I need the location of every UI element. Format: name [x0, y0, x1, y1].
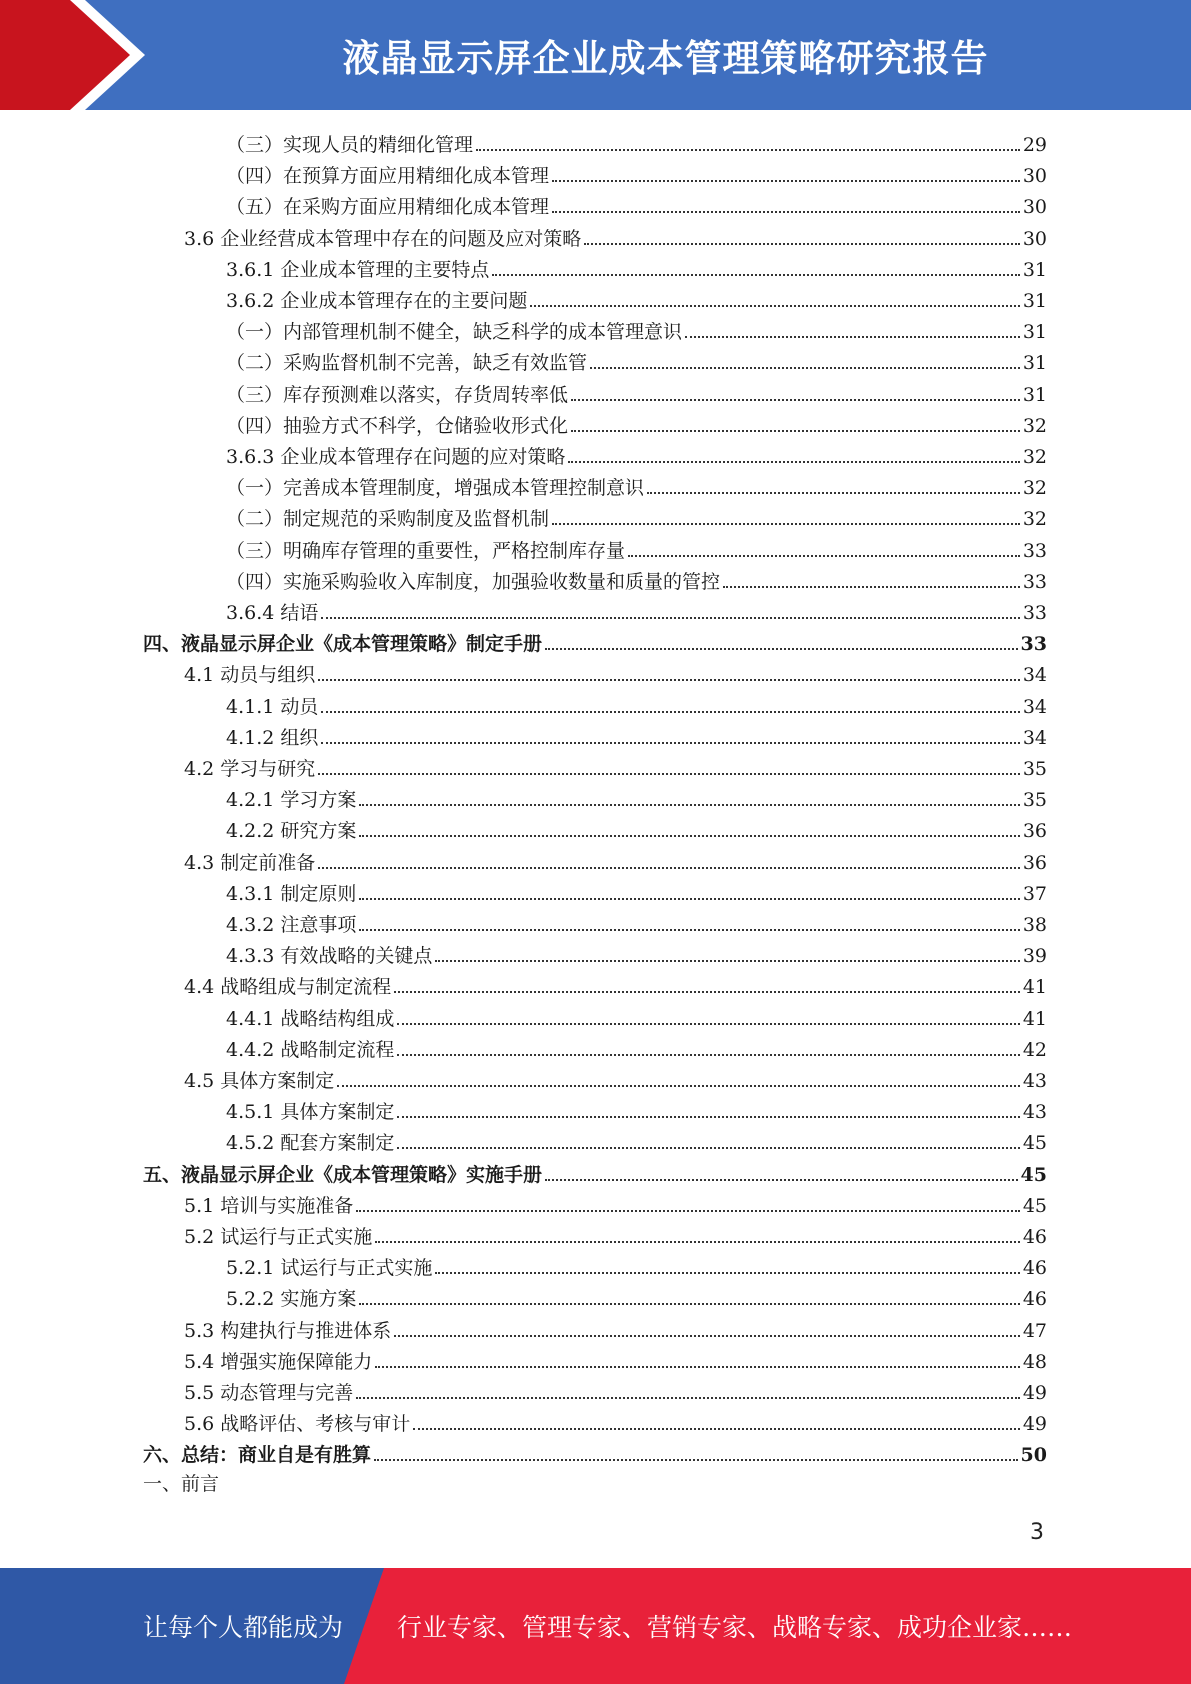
footer-slogan-right: 行业专家、管理专家、营销专家、战略专家、成功企业家……	[397, 1613, 1073, 1642]
toc-entry-title: 4.2.1 学习方案	[226, 789, 357, 812]
toc-dot-leader	[318, 845, 1020, 869]
toc-entry[interactable]	[226, 595, 1047, 626]
toc-entry-title: 3.6.3 企业成本管理存在问题的应对策略	[226, 446, 566, 468]
toc-entry[interactable]	[226, 252, 1047, 283]
toc-entry[interactable]	[226, 314, 1047, 345]
toc-entry[interactable]	[226, 189, 1047, 220]
toc-entry[interactable]	[184, 1063, 1047, 1094]
toc-dot-leader	[359, 813, 1019, 837]
toc-entry[interactable]	[226, 813, 1047, 844]
toc-entry-title: 5.2.2 实施方案	[226, 1288, 357, 1311]
toc-dot-leader	[435, 1250, 1019, 1274]
toc-dot-leader	[552, 189, 1020, 213]
toc-entry-page-number: 50	[1020, 1444, 1047, 1467]
toc-entry[interactable]	[226, 938, 1047, 969]
toc-dot-leader	[435, 938, 1019, 962]
toc-entry-title: 4.3.1 制定原则	[226, 882, 357, 905]
toc-entry[interactable]	[226, 533, 1047, 564]
toc-entry[interactable]	[226, 1001, 1047, 1032]
toc-dot-leader	[397, 1094, 1019, 1118]
toc-dot-leader	[375, 1219, 1020, 1243]
toc-entry-title: 4.3.3 有效战略的关键点	[226, 945, 433, 968]
toc-entry-page-number: 34	[1022, 664, 1047, 687]
toc-entry-page-number: 33	[1022, 539, 1047, 562]
toc-dot-leader	[628, 533, 1020, 557]
toc-entry[interactable]	[184, 969, 1047, 1000]
toc-dot-leader	[321, 720, 1019, 744]
header-arrow-graphic	[0, 0, 180, 110]
toc-dot-leader	[530, 283, 1019, 307]
toc-dot-leader	[723, 564, 1020, 588]
toc-dot-leader	[571, 377, 1020, 401]
toc-entry-page-number: 31	[1022, 383, 1047, 406]
toc-entry[interactable]	[226, 470, 1047, 501]
toc-entry-title: 4.3.2 注意事项	[226, 914, 357, 936]
toc-entry[interactable]	[226, 1032, 1047, 1063]
toc-entry[interactable]	[226, 408, 1047, 439]
toc-dot-leader	[545, 626, 1018, 650]
toc-entry-page-number: 45	[1022, 1194, 1047, 1217]
toc-entry-page-number: 32	[1022, 508, 1047, 531]
toc-entry-title: 4.4.1 战略结构组成	[226, 1007, 395, 1030]
toc-entry-title: 五、液晶显示屏企业《成本管理策略》实施手册	[143, 1163, 543, 1186]
toc-entry-title: 4.2.2 研究方案	[226, 820, 357, 843]
toc-entry-page-number: 35	[1022, 758, 1047, 780]
toc-entry-title: 4.5.1 具体方案制定	[226, 1101, 395, 1124]
toc-dot-leader	[321, 689, 1019, 713]
toc-entry-title: 5.5 动态管理与完善	[184, 1382, 354, 1404]
toc-entry-page-number: 41	[1022, 1007, 1047, 1030]
toc-entry-page-number: 38	[1022, 914, 1047, 936]
page-footer	[0, 1568, 1191, 1684]
toc-entry-title: （三）明确库存管理的重要性，严格控制库存量	[226, 539, 626, 562]
toc-dot-leader	[397, 1001, 1019, 1025]
toc-entry[interactable]	[226, 283, 1047, 314]
toc-entry-title: 四、液晶显示屏企业《成本管理策略》制定手册	[143, 633, 543, 656]
toc-entry-title: 六、总结：商业自是有胜算	[143, 1444, 372, 1467]
page-number: 3	[1030, 1520, 1044, 1545]
toc-dot-leader	[356, 1375, 1020, 1399]
toc-entry-title: 5.6 战略评估、考核与审计	[184, 1413, 411, 1436]
toc-entry[interactable]	[143, 1469, 1047, 1500]
toc-dot-leader	[413, 1406, 1020, 1430]
toc-entry[interactable]	[143, 1437, 1047, 1468]
toc-dot-leader	[552, 158, 1020, 182]
toc-entry-title: 5.2 试运行与正式实施	[184, 1226, 373, 1248]
toc-entry[interactable]	[226, 876, 1047, 907]
toc-dot-leader	[590, 345, 1020, 369]
toc-entry-title: 4.1 动员与组织	[184, 664, 316, 687]
toc-entry-title: 4.1.2 组织	[226, 726, 319, 749]
toc-entry-title: （四）在预算方面应用精细化成本管理	[226, 165, 550, 188]
toc-entry-page-number: 43	[1022, 1070, 1047, 1092]
toc-entry-page-number: 34	[1022, 695, 1047, 718]
toc-entry-page-number: 46	[1022, 1226, 1047, 1248]
toc-entry-title: （二）采购监督机制不完善，缺乏有效监管	[226, 352, 588, 375]
toc-entry[interactable]	[226, 907, 1047, 938]
toc-entry-title: （五）在采购方面应用精细化成本管理	[226, 196, 550, 219]
toc-dot-leader	[375, 1344, 1020, 1368]
toc-entry[interactable]	[184, 1188, 1047, 1219]
toc-dot-leader	[321, 595, 1019, 619]
toc-entry[interactable]	[226, 782, 1047, 813]
toc-dot-leader	[359, 782, 1019, 806]
toc-entry-page-number: 31	[1022, 258, 1047, 281]
toc-dot-leader	[476, 127, 1020, 151]
toc-entry[interactable]	[226, 345, 1047, 376]
toc-entry[interactable]	[184, 221, 1047, 252]
toc-entry-title: （四）抽验方式不科学，仓储验收形式化	[226, 414, 569, 437]
toc-dot-leader	[552, 501, 1020, 525]
toc-dot-leader	[571, 408, 1020, 432]
toc-entry-title: 5.2.1 试运行与正式实施	[226, 1257, 433, 1280]
toc-entry[interactable]	[226, 501, 1047, 532]
toc-entry-page-number: 48	[1022, 1350, 1047, 1373]
toc-entry[interactable]	[184, 751, 1047, 782]
toc-dot-leader	[318, 751, 1020, 775]
toc-entry[interactable]	[184, 1375, 1047, 1406]
toc-entry-page-number: 32	[1022, 477, 1047, 500]
toc-entry-page-number: 35	[1022, 789, 1047, 812]
toc-entry-page-number: 30	[1022, 165, 1047, 188]
toc-entry-page-number: 47	[1022, 1319, 1047, 1342]
toc-entry[interactable]	[143, 1157, 1047, 1188]
toc-entry-page-number: 33	[1022, 602, 1047, 624]
toc-entry-title: 4.2 学习与研究	[184, 758, 316, 780]
toc-entry-page-number: 31	[1022, 352, 1047, 375]
toc-entry-title: 4.1.1 动员	[226, 695, 319, 718]
toc-entry-title: 5.3 构建执行与推进体系	[184, 1319, 392, 1342]
toc-dot-leader	[359, 1281, 1019, 1305]
toc-entry-page-number: 33	[1020, 633, 1047, 656]
toc-entry-title: （二）制定规范的采购制度及监督机制	[226, 508, 550, 531]
toc-entry-title: 4.4 战略组成与制定流程	[184, 976, 392, 999]
toc-dot-leader	[545, 1157, 1018, 1181]
toc-entry[interactable]	[184, 1406, 1047, 1437]
toc-entry[interactable]	[226, 1125, 1047, 1156]
toc-dot-leader	[647, 470, 1020, 494]
toc-entry[interactable]	[184, 657, 1047, 688]
page-header	[0, 0, 1191, 110]
toc-entry-page-number: 37	[1022, 882, 1047, 905]
toc-entry[interactable]	[226, 377, 1047, 408]
toc-dot-leader	[318, 657, 1020, 681]
toc-dot-leader	[492, 252, 1019, 276]
toc-dot-leader	[394, 1313, 1020, 1337]
toc-dot-leader	[356, 1188, 1020, 1212]
toc-entry-title: 3.6.4 结语	[226, 602, 319, 624]
toc-entry-title: （三）实现人员的精细化管理	[226, 134, 474, 156]
toc-entry-page-number: 46	[1022, 1288, 1047, 1311]
toc-dot-leader	[359, 907, 1019, 931]
toc-entry[interactable]	[143, 626, 1047, 657]
toc-entry[interactable]	[226, 439, 1047, 470]
toc-entry-page-number: 45	[1020, 1163, 1047, 1186]
toc-dot-leader	[359, 876, 1019, 900]
toc-entry-page-number: 49	[1022, 1382, 1047, 1404]
toc-entry[interactable]	[184, 1313, 1047, 1344]
toc-dot-leader	[685, 314, 1020, 338]
toc-entry-title: 4.5 具体方案制定	[184, 1070, 335, 1092]
toc-entry-title: 5.1 培训与实施准备	[184, 1194, 354, 1217]
toc-entry-title: 4.3 制定前准备	[184, 851, 316, 874]
toc-entry-title: （一）内部管理机制不健全，缺乏科学的成本管理意识	[226, 321, 683, 344]
toc-entry[interactable]	[226, 1250, 1047, 1281]
toc-dot-leader	[397, 1125, 1019, 1149]
toc-entry[interactable]	[184, 1344, 1047, 1375]
toc-entry[interactable]	[226, 1094, 1047, 1125]
toc-entry[interactable]	[226, 689, 1047, 720]
toc-entry-page-number: 31	[1022, 290, 1047, 312]
toc-entry-title: 3.6.2 企业成本管理存在的主要问题	[226, 290, 528, 312]
toc-dot-leader	[337, 1063, 1020, 1087]
toc-entry-page-number: 46	[1022, 1257, 1047, 1280]
toc-dot-leader	[374, 1437, 1018, 1461]
toc-entry-page-number: 49	[1022, 1413, 1047, 1436]
toc-entry-page-number: 41	[1022, 976, 1047, 999]
toc-dot-leader	[397, 1032, 1019, 1056]
toc-entry-page-number: 30	[1022, 227, 1047, 250]
toc-entry[interactable]	[226, 1281, 1047, 1312]
toc-entry-title: （一）完善成本管理制度，增强成本管理控制意识	[226, 477, 645, 500]
toc-entry-page-number: 31	[1022, 321, 1047, 344]
toc-entry[interactable]	[226, 720, 1047, 751]
toc-entry-page-number: 32	[1022, 414, 1047, 437]
toc-entry[interactable]	[226, 127, 1047, 158]
toc-entry-title: 5.4 增强实施保障能力	[184, 1350, 373, 1373]
toc-entry-page-number: 45	[1022, 1132, 1047, 1155]
toc-entry-page-number: 39	[1022, 945, 1047, 968]
toc-entry-page-number: 34	[1022, 726, 1047, 749]
toc-entry-page-number: 30	[1022, 196, 1047, 219]
toc-entry-page-number: 32	[1022, 446, 1047, 468]
toc-entry[interactable]	[226, 564, 1047, 595]
toc-entry-title: 4.4.2 战略制定流程	[226, 1038, 395, 1061]
toc-dot-leader	[568, 439, 1019, 463]
toc-dot-leader	[584, 221, 1020, 245]
toc-entry[interactable]	[226, 158, 1047, 189]
toc-entry-title: （四）实施采购验收入库制度，加强验收数量和质量的管控	[226, 570, 721, 593]
toc-entry-page-number: 36	[1022, 820, 1047, 843]
toc-entry-title: 3.6 企业经营成本管理中存在的问题及应对策略	[184, 227, 582, 250]
toc-entry[interactable]	[184, 1219, 1047, 1250]
toc-entry-title: （三）库存预测难以落实，存货周转率低	[226, 383, 569, 406]
document-title: 液晶显示屏企业成本管理策略研究报告	[342, 37, 989, 80]
toc-entry-title: 4.5.2 配套方案制定	[226, 1132, 395, 1155]
toc-dot-leader	[394, 969, 1020, 993]
toc-entry-page-number: 36	[1022, 851, 1047, 874]
footer-slogan-left: 让每个人都能成为	[143, 1613, 344, 1642]
toc-entry-title: 3.6.1 企业成本管理的主要特点	[226, 258, 490, 281]
toc-entry-page-number: 43	[1022, 1101, 1047, 1124]
toc-entry-page-number: 29	[1022, 134, 1047, 156]
toc-entry-page-number: 42	[1022, 1038, 1047, 1061]
toc-entry[interactable]	[184, 845, 1047, 876]
toc-entry-page-number: 33	[1022, 570, 1047, 593]
toc-entry-title: 一、前言	[143, 1472, 220, 1495]
